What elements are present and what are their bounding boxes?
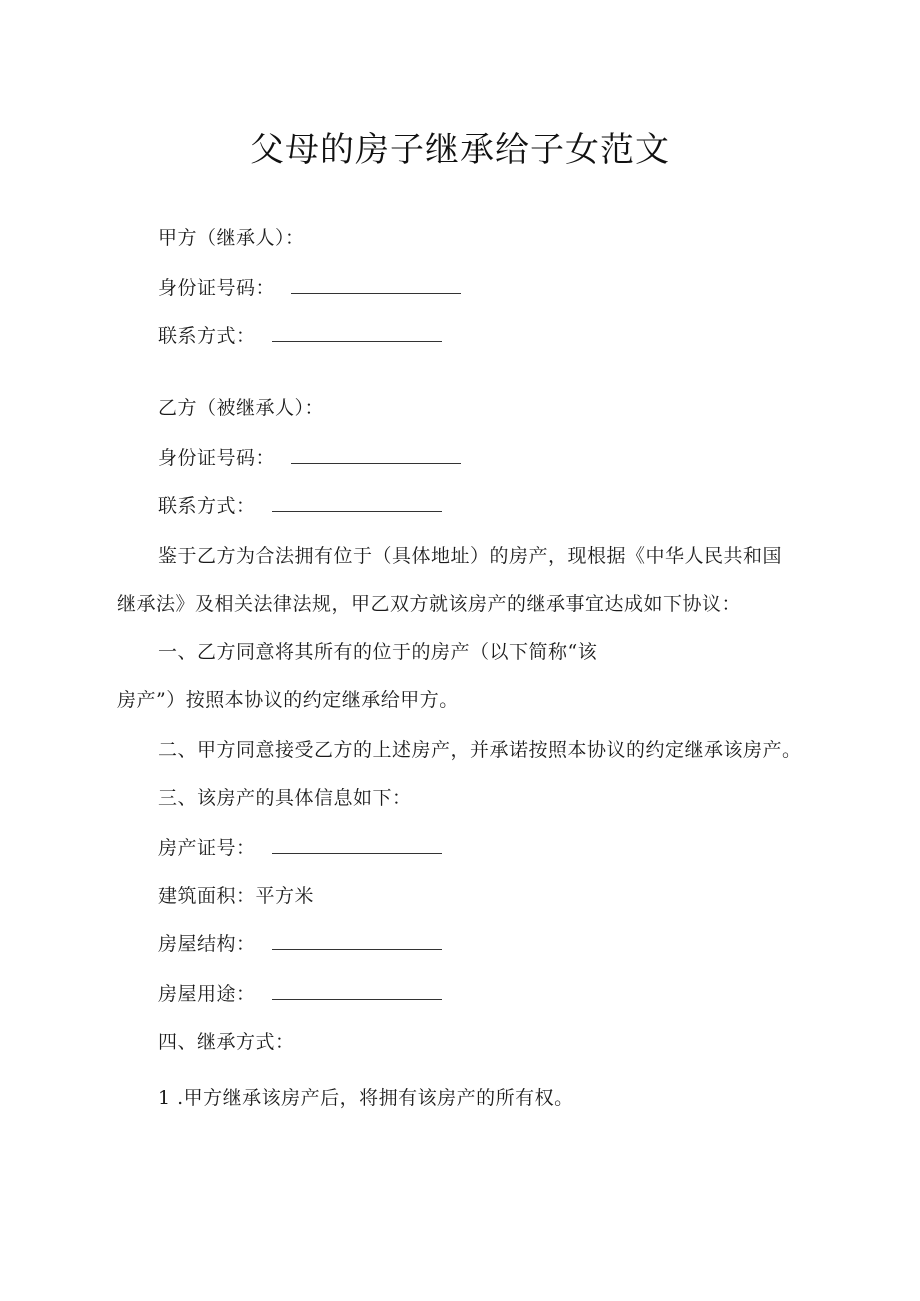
party-a-id-row bbox=[158, 274, 461, 302]
party-b-id-label: 身份证号码： bbox=[158, 447, 276, 469]
usage-label: 房屋用途： bbox=[158, 983, 256, 1005]
party-a-id-blank[interactable] bbox=[291, 275, 461, 294]
area-row bbox=[158, 882, 314, 910]
structure-row bbox=[158, 930, 442, 958]
party-b-heading bbox=[158, 394, 324, 422]
clause-4-heading: 四、继承方式： bbox=[158, 1031, 295, 1053]
clause-1-line-1: 一、乙方同意将其所有的位于的房产（以下简称“该 bbox=[158, 641, 598, 663]
certificate-blank[interactable] bbox=[272, 835, 442, 854]
preamble-line-1: 鉴于乙方为合法拥有位于（具体地址）的房产，现根据《中华人民共和国 bbox=[158, 545, 783, 567]
party-a-contact-blank[interactable] bbox=[272, 323, 442, 342]
party-b-id-row bbox=[158, 444, 461, 472]
party-a-contact-label: 联系方式： bbox=[158, 325, 256, 347]
party-b-contact-label: 联系方式： bbox=[158, 495, 256, 517]
usage-row bbox=[158, 980, 442, 1008]
clause-1-line-2: 房产”）按照本协议的约定继承给甲方。 bbox=[117, 689, 459, 711]
structure-blank[interactable] bbox=[272, 931, 442, 950]
party-a-heading-text: 甲方（继承人）： bbox=[158, 227, 305, 249]
document-title: 父母的房子继承给子女范文 bbox=[250, 130, 670, 170]
party-a-heading bbox=[158, 224, 305, 252]
party-b-contact-blank[interactable] bbox=[272, 493, 442, 512]
clause-2: 二、甲方同意接受乙方的上述房产，并承诺按照本协议的约定继承该房产。 bbox=[158, 739, 802, 761]
certificate-row bbox=[158, 834, 442, 862]
certificate-label: 房产证号： bbox=[158, 837, 256, 859]
party-b-heading-text: 乙方（被继承人）： bbox=[158, 397, 325, 419]
party-b-id-blank[interactable] bbox=[291, 445, 461, 464]
party-a-id-label: 身份证号码： bbox=[158, 277, 276, 299]
clause-3-heading: 三、该房产的具体信息如下： bbox=[158, 787, 412, 809]
preamble-line-2: 继承法》及相关法律法规，甲乙双方就该房产的继承事宜达成如下协议： bbox=[117, 593, 742, 615]
area-label: 建筑面积：平方米 bbox=[158, 885, 315, 907]
structure-label: 房屋结构： bbox=[158, 933, 256, 955]
party-b-contact-row bbox=[158, 492, 442, 520]
clause-4-item-1: 1 .甲方继承该房产后，将拥有该房产的所有权。 bbox=[158, 1087, 574, 1109]
usage-blank[interactable] bbox=[272, 981, 442, 1000]
party-a-contact-row bbox=[158, 322, 442, 350]
